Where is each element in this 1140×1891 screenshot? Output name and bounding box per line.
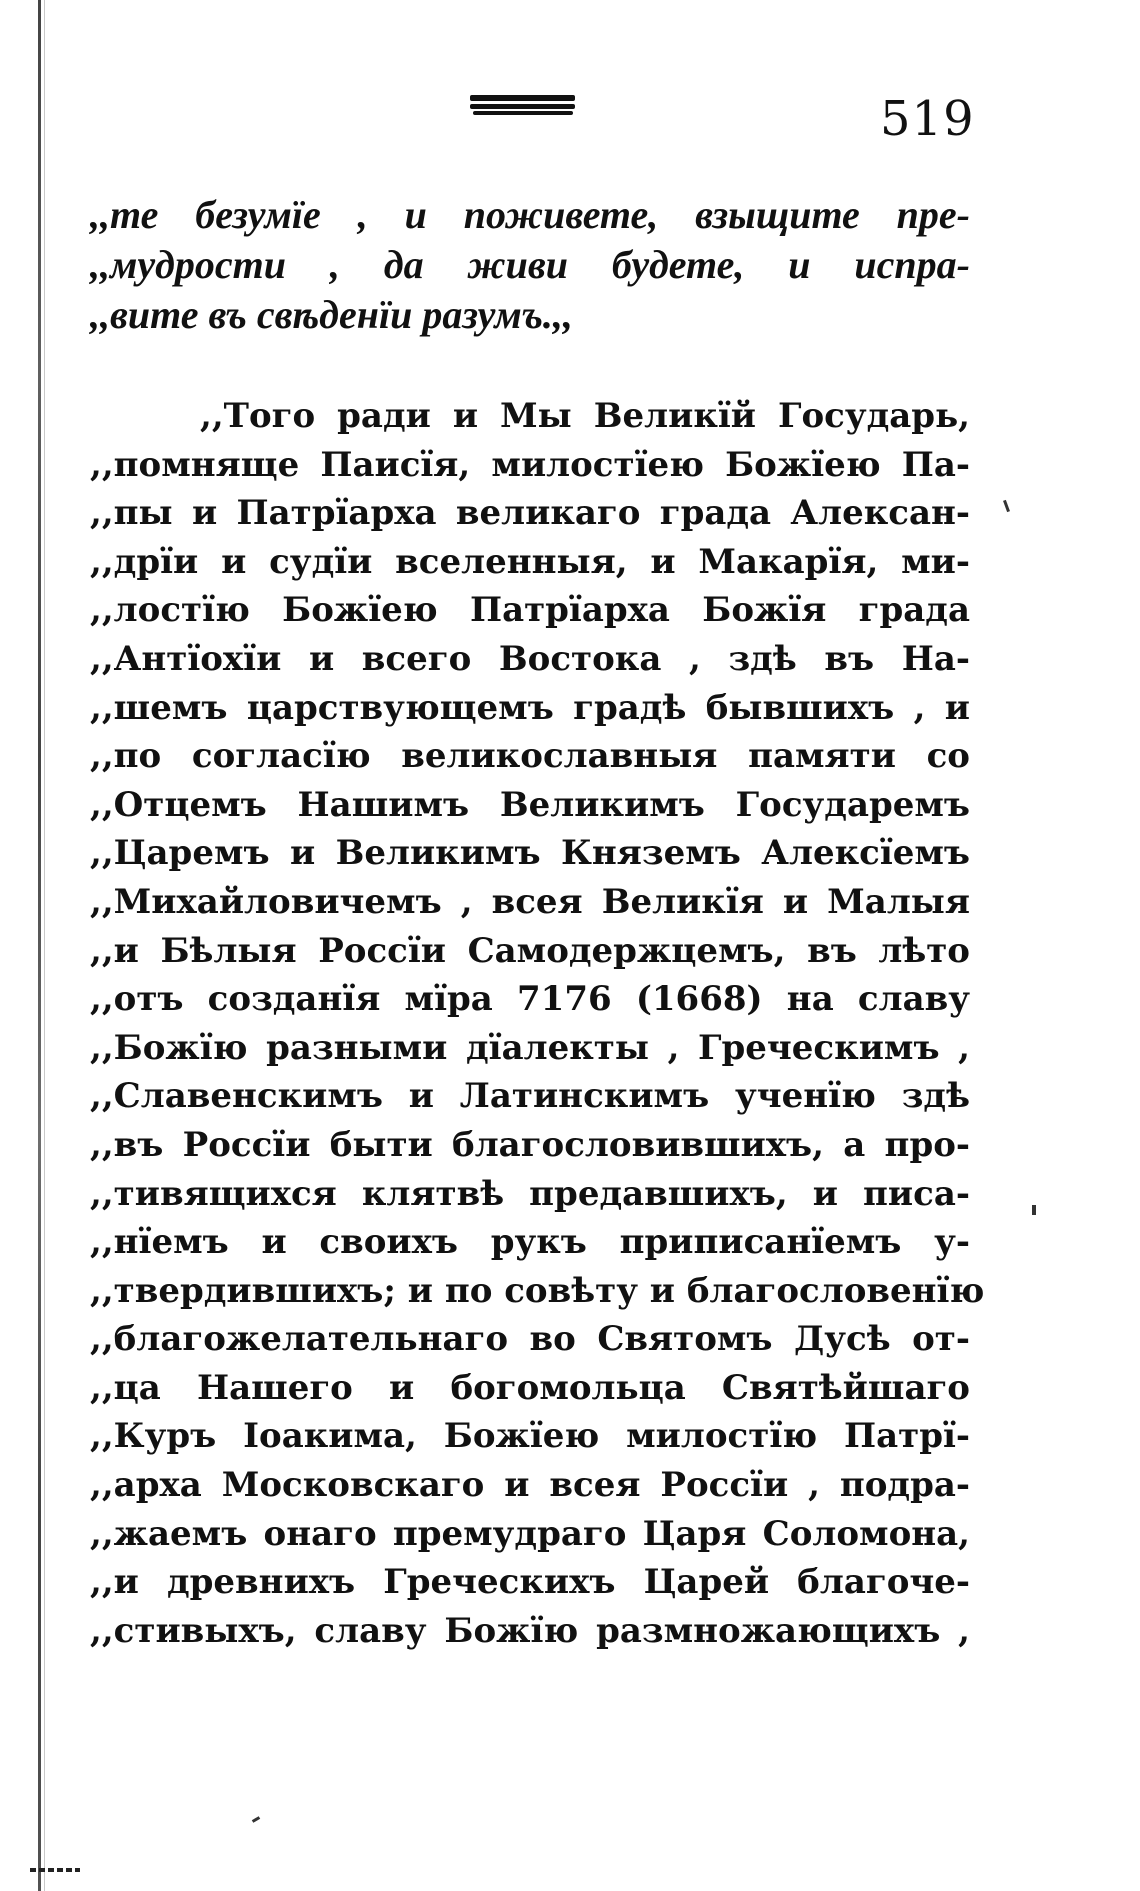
body-line: ,,Славенскимъ и Латинскимъ ученїю здѣ: [90, 1076, 970, 1117]
body-line: ,,дрїи и судїи вселенныя, и Макарїя, ми-: [90, 541, 970, 582]
body-line: ,,жаемъ онаго премудраго Царя Соломона,: [90, 1513, 970, 1554]
italic-line: ,,вите въ свѣденїи разумъ.,,: [90, 292, 573, 337]
stray-mark: [252, 1816, 260, 1823]
body-line: ,,шемъ царствующемъ градѣ бывшихъ , и: [90, 687, 970, 728]
body-line: ,,и древнихъ Греческихъ Царей благоче-: [90, 1562, 970, 1603]
body-line: ,,Отцемъ Нашимъ Великимъ Государемъ: [90, 784, 970, 825]
bottom-edge-mark: [30, 1868, 80, 1872]
body-line: ,,по согласїю великославныя памяти со: [90, 736, 970, 777]
body-line: ,,арха Московскаго и всея Россїи , подра-: [90, 1465, 970, 1506]
italic-line: ,,те безумїе , и поживете, взыщите пре-: [90, 192, 970, 237]
header-ornament-rule: [470, 95, 575, 117]
page-number: 519: [880, 91, 975, 147]
body-line: ,,Того ради и Мы Великїй Государь,: [200, 396, 970, 436]
body-line: ,,Царемъ и Великимъ Княземъ Алексїемъ: [90, 833, 970, 874]
body-text-block: [90, 392, 985, 1655]
body-line: ,,тивящихся клятвѣ предавшихъ, и писа-: [90, 1173, 970, 1214]
body-line: ,,нїемъ и своихъ рукъ приписанїемъ у-: [90, 1222, 970, 1263]
stray-mark: [1003, 500, 1010, 512]
italic-quote-block: [90, 190, 970, 340]
body-line: ,,и Бѣлыя Россїи Самодержцемъ, въ лѣто: [90, 930, 970, 971]
body-line: ,,Михайловичемъ , всея Великїя и Малыя: [90, 881, 970, 922]
body-line: ,,Антїохїи и всего Востока , здѣ въ На-: [90, 638, 970, 679]
binding-edge: [38, 0, 41, 1891]
italic-line: ,,мудрости , да живи будете, и испра-: [90, 242, 970, 287]
body-line: ,,ца Нашего и богомольца Святѣйшаго: [90, 1367, 970, 1408]
stray-mark: [1032, 1205, 1036, 1215]
body-line: ,,пы и Патрїарха великаго града Алексан-: [90, 493, 970, 534]
body-line: ,,Божїю разными дїалекты , Греческимъ ,: [90, 1027, 970, 1068]
body-line: ,,лостїю Божїею Патрїарха Божїя града: [90, 590, 970, 631]
binding-shadow: [44, 0, 45, 1891]
body-line: ,,Куръ Іоакима, Божїею милостїю Патрї-: [90, 1416, 970, 1457]
body-line: ,,стивыхъ, славу Божїю размножающихъ ,: [90, 1610, 970, 1651]
body-line: ,,въ Россїи быти благословившихъ, а про-: [90, 1124, 970, 1165]
body-line: ,,твердившихъ; и по совѣту и благословенїю: [90, 1270, 985, 1311]
body-line: ,,благожелательнаго во Святомъ Дусѣ от-: [90, 1319, 970, 1360]
body-line: ,,помняще Паисїя, милостїею Божїею Па-: [90, 444, 970, 485]
body-line: ,,отъ созданїя мїра 7176 (1668) на славу: [90, 979, 970, 1020]
